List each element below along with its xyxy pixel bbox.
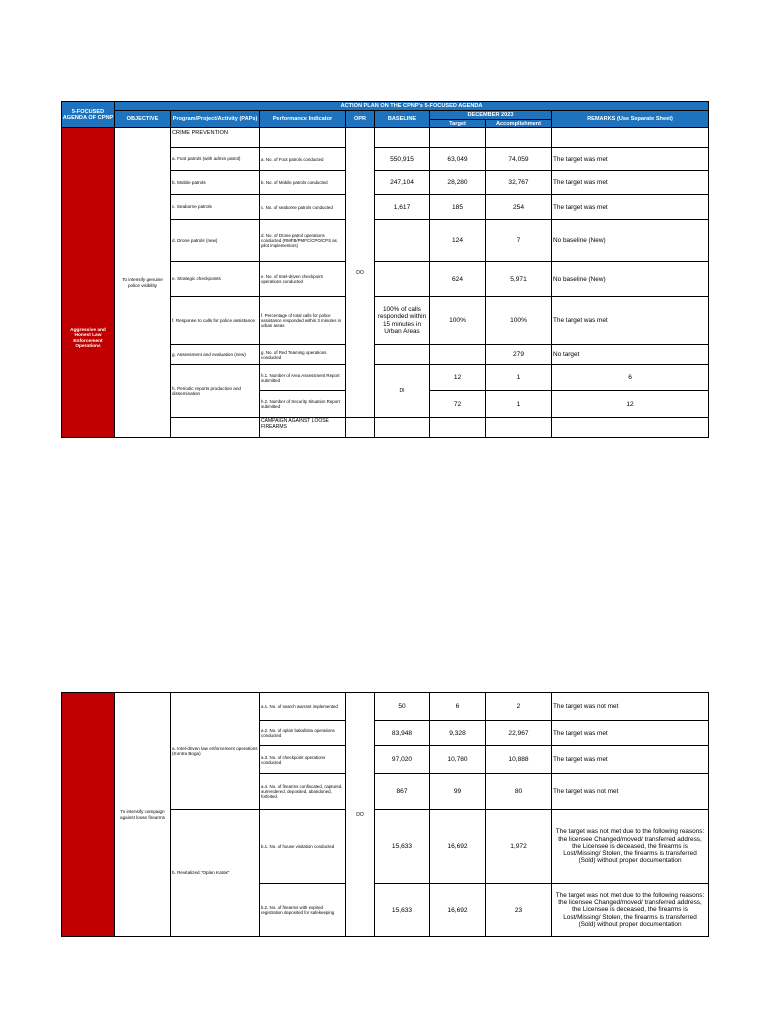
opr-cell: DO: [346, 693, 375, 937]
paps-header: Program/Project/Activity (PAPs): [171, 111, 260, 128]
accomplishment-cell: 12: [552, 391, 709, 418]
baseline-cell: 550,915: [375, 148, 430, 171]
baseline-cell: 867: [375, 774, 430, 810]
target-cell: [430, 345, 486, 365]
empty-cell: [375, 128, 430, 148]
pap-cell: b. Mobile patrols: [171, 171, 260, 195]
accomplishment-cell: 1,972: [486, 810, 552, 884]
target-cell: 624: [430, 262, 486, 297]
accomplishment-cell: 279: [486, 345, 552, 365]
indicator-cell: h.1. Number of Area Assessment Report submitted: [260, 365, 346, 391]
remarks-cell: The target was met: [552, 721, 709, 746]
accomplishment-cell: 23: [486, 884, 552, 937]
target-header: Target: [430, 120, 486, 128]
indicator-cell: b. No. of Mobile patrols conducted: [260, 171, 346, 195]
empty-cell: [552, 418, 709, 438]
remarks-cell: The target was met: [552, 297, 709, 345]
accomplishment-cell: 32,767: [486, 171, 552, 195]
target-cell: 10,780: [430, 746, 486, 774]
empty-cell: [552, 128, 709, 148]
accomplishment-cell: 6: [552, 365, 709, 391]
baseline-cell: [375, 262, 430, 297]
accomplishment-cell: 254: [486, 195, 552, 220]
opr-cell: DI: [375, 365, 430, 418]
accomplishment-cell: 5,971: [486, 262, 552, 297]
indicator-cell: h.2. Number of Security Situation Report submitted: [260, 391, 346, 418]
pap-title: CRIME PREVENTION: [171, 128, 260, 148]
indicator-cell: c. No. of seaborne patrols conducted: [260, 195, 346, 220]
target-cell: 1: [486, 391, 552, 418]
baseline-cell: 50: [375, 693, 430, 721]
empty-cell: [486, 128, 552, 148]
remarks-header: REMARKS (Use Separate Sheet): [552, 111, 709, 128]
target-cell: 124: [430, 220, 486, 262]
baseline-cell: 1,617: [375, 195, 430, 220]
target-cell: 99: [430, 774, 486, 810]
target-cell: 16,692: [430, 884, 486, 937]
pap-cell: CAMPAIGN AGAINST LOOSE FIREARMS: [260, 418, 346, 438]
pap-cell: b. Revitalized "Oplan Katok": [171, 810, 260, 937]
empty-cell: [486, 418, 552, 438]
remarks-cell: The target was not met due to the following reasons: the licensee Changed/moved/ transferred address, the Licensee is deceased, the firearms is Lost/Missing/ Stolen, the firearms is transferred (Sold) without proper documentation: [552, 884, 709, 937]
indicator-cell: a.4. No. of firearms confiscated, captured, surrendered, deposited, abandoned, forfeited.: [260, 774, 346, 810]
baseline-cell: 72: [430, 391, 486, 418]
pap-cell: a. Intel-driven law enforcement operations (Kontra Boga): [171, 693, 260, 810]
remarks-cell: The target was not met: [552, 693, 709, 721]
target-cell: 6: [430, 693, 486, 721]
objective-header: OBJECTIVE: [115, 111, 171, 128]
remarks-cell: No baseline (New): [552, 220, 709, 262]
target-cell: 63,049: [430, 148, 486, 171]
indicator-cell: a.3. No. of checkpoint operations conducted: [260, 746, 346, 774]
indicator-cell: a. No. of Foot patrols conducted: [260, 148, 346, 171]
accomplishment-header: Accomplishment: [486, 120, 552, 128]
target-cell: 16,692: [430, 810, 486, 884]
objective-cell: To intensify campaign against loose firearms: [115, 693, 171, 937]
opr-header: OPR: [346, 111, 375, 128]
empty-cell: [430, 128, 486, 148]
opr-cell: DO: [346, 128, 375, 418]
remarks-cell: The target was met: [552, 746, 709, 774]
indicator-cell: a.1. No. of search warrant implemented: [260, 693, 346, 721]
indicator-cell: g. No. of Red Teaming operations conducted: [260, 345, 346, 365]
indicator-cell: a.2. No. of oplan bakal/sita operations conducted: [260, 721, 346, 746]
accomplishment-cell: 7: [486, 220, 552, 262]
agenda-cell: [62, 693, 115, 937]
loose-firearms-table: [61, 692, 709, 937]
target-cell: 100%: [430, 297, 486, 345]
target-cell: 1: [486, 365, 552, 391]
agenda-cell: Aggressive and Honest Law Enforcement Operations: [62, 128, 115, 438]
pap-cell: d. Drone patrols (new): [171, 220, 260, 262]
indicator-cell: d. No. of Drone patrol operations conducted (RMFB/PMFC/CPO/CPS as pilot implementors): [260, 220, 346, 262]
pap-cell: g. Assessment and evaluation (new): [171, 345, 260, 365]
remarks-cell: No target: [552, 345, 709, 365]
baseline-cell: 83,948: [375, 721, 430, 746]
empty-cell: [171, 418, 260, 438]
period-header: DECEMBER 2023: [430, 111, 552, 120]
accomplishment-cell: 22,967: [486, 721, 552, 746]
table-row: [62, 693, 709, 721]
baseline-header: BASELINE: [375, 111, 430, 128]
empty-cell: [375, 418, 430, 438]
action-plan-table: [61, 101, 709, 438]
indicator-cell: e. No. of Intel-driven checkpoint operations conducted: [260, 262, 346, 297]
baseline-cell: 100% of calls responded within 15 minutes in Urban Areas: [375, 297, 430, 345]
pap-cell: f. Response to calls for police assistance: [171, 297, 260, 345]
remarks-cell: The target was met: [552, 148, 709, 171]
baseline-cell: [375, 220, 430, 262]
remarks-cell: The target was met: [552, 171, 709, 195]
baseline-cell: 15,633: [375, 884, 430, 937]
pap-cell: h. Periodic reports production and dissemination: [171, 365, 260, 418]
remarks-cell: The target was not met: [552, 774, 709, 810]
baseline-cell: 247,104: [375, 171, 430, 195]
baseline-cell: 15,633: [375, 810, 430, 884]
indicator-cell: f. Percentage of total calls for police assistance responded within 3 minutes in urban areas: [260, 297, 346, 345]
target-cell: 185: [430, 195, 486, 220]
accomplishment-cell: 2: [486, 693, 552, 721]
empty-cell: [346, 418, 375, 438]
baseline-cell: [375, 345, 430, 365]
remarks-cell: The target was not met due to the following reasons: the licensee Changed/moved/ transferred address, the Licensee is deceased, the firearms is Lost/Missing/ Stolen, the firearms is transferred (Sold) without proper documentation: [552, 810, 709, 884]
pap-cell: c. Seaborne patrols: [171, 195, 260, 220]
agenda-header: 5-FOCUSED AGENDA OF CPNP: [62, 102, 115, 128]
baseline-cell: 12: [430, 365, 486, 391]
remarks-cell: No baseline (New): [552, 262, 709, 297]
indicator-cell: b.1. No. of house visitation conducted: [260, 810, 346, 884]
accomplishment-cell: 80: [486, 774, 552, 810]
accomplishment-cell: 100%: [486, 297, 552, 345]
baseline-cell: 97,020: [375, 746, 430, 774]
indicator-header: Performance Indicator: [260, 111, 346, 128]
objective-cell: To intensify genuine police visibility: [115, 128, 171, 438]
pap-cell: a. Foot patrols (with admin patrol): [171, 148, 260, 171]
indicator-cell: b.2. No. of firearms with expired registration deposited for safekeeping: [260, 884, 346, 937]
remarks-cell: The target was met: [552, 195, 709, 220]
target-cell: 28,280: [430, 171, 486, 195]
empty-cell: [260, 128, 346, 148]
table-banner: ACTION PLAN ON THE CPNP's 5-FOCUSED AGENDA: [115, 102, 709, 111]
empty-cell: [430, 418, 486, 438]
target-cell: 9,328: [430, 721, 486, 746]
accomplishment-cell: 10,888: [486, 746, 552, 774]
accomplishment-cell: 74,059: [486, 148, 552, 171]
pap-cell: e. Strategic checkpoints: [171, 262, 260, 297]
